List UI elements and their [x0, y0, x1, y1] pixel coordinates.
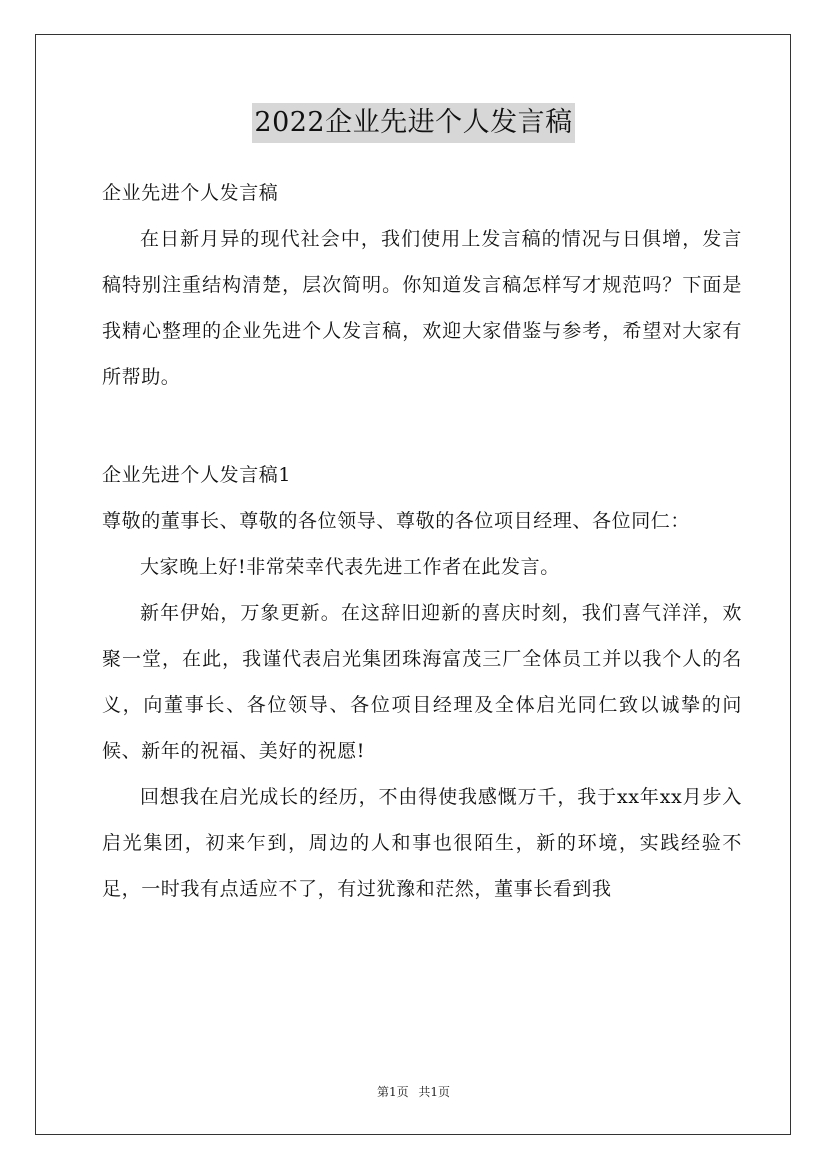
body-paragraph: 新年伊始，万象更新。在这辞旧迎新的喜庆时刻，我们喜气洋洋，欢聚一堂，在此，我谨代表启光集团珠海富茂三厂全体员工并以我个人的名义，向董事长、各位领导、各位项目经理及全体启光同仁致以诚挚的问候、新年的祝福、美好的祝愿! [102, 602, 742, 762]
title-container [0, 103, 827, 143]
section-heading: 企业先进个人发言稿1 [102, 464, 292, 486]
document-subtitle: 企业先进个人发言稿 [102, 182, 279, 204]
page-total: 共1页 [418, 1085, 451, 1099]
document-body [102, 170, 742, 912]
intro-paragraph: 在日新月异的现代社会中，我们使用上发言稿的情况与日俱增，发言稿特别注重结构清楚，层次简明。你知道发言稿怎样写才规范吗？下面是我精心整理的企业先进个人发言稿，欢迎大家借鉴与参考，希望对大家有所帮助。 [102, 228, 742, 388]
page-number: 第1页 [376, 1085, 409, 1099]
section-gap [102, 400, 742, 452]
salutation: 尊敬的董事长、尊敬的各位领导、尊敬的各位项目经理、各位同仁： [102, 510, 691, 532]
body-paragraph: 大家晚上好!非常荣幸代表先进工作者在此发言。 [140, 556, 560, 578]
document-title: 2022企业先进个人发言稿 [252, 103, 574, 143]
page-footer [0, 1083, 827, 1100]
body-paragraph: 回想我在启光成长的经历，不由得使我感慨万千，我于xx年xx月步入启光集团，初来乍到，周边的人和事也很陌生，新的环境，实践经验不足，一时我有点适应不了，有过犹豫和茫然，董事长看到我 [102, 786, 742, 900]
